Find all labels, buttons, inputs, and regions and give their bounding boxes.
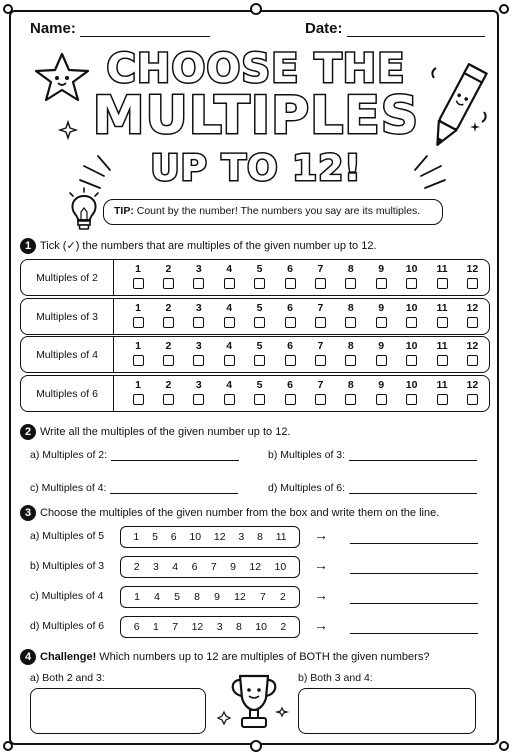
tick-checkbox[interactable] (345, 394, 356, 405)
q3-number-box (120, 556, 300, 578)
q3-number: 6 (133, 621, 140, 633)
tick-checkbox[interactable] (193, 355, 204, 366)
q3-row-label: d) Multiples of 6 (30, 620, 105, 632)
tick-number: 12 (466, 302, 479, 314)
date-line[interactable] (347, 22, 485, 37)
tick-checkbox[interactable] (224, 317, 235, 328)
tick-cell (153, 263, 183, 289)
tick-number: 8 (347, 340, 354, 352)
tick-cell (457, 302, 487, 328)
tip-box (103, 199, 443, 225)
q3-number: 5 (152, 531, 158, 543)
tick-number: 1 (135, 302, 141, 314)
tick-cell (245, 263, 275, 289)
q3-number: 6 (170, 531, 177, 543)
q3-number: 7 (260, 591, 266, 603)
tick-cell (305, 263, 335, 289)
q3-number: 6 (191, 561, 198, 573)
q3-row-label: c) Multiples of 4 (30, 590, 104, 602)
tick-checkbox[interactable] (376, 394, 387, 405)
tick-number: 2 (165, 379, 172, 391)
tick-number: 11 (436, 263, 448, 275)
tick-number: 10 (405, 379, 418, 391)
corner-ornament (499, 4, 509, 14)
tick-checkbox[interactable] (437, 355, 448, 366)
tick-row (20, 259, 490, 296)
tick-cell (427, 340, 457, 366)
title-line-2: MULTIPLES (92, 86, 420, 146)
tick-cell (214, 379, 244, 405)
tick-number: 3 (195, 263, 202, 275)
q2-item-a (30, 449, 239, 461)
tick-number: 3 (195, 340, 202, 352)
tick-checkbox[interactable] (437, 394, 448, 405)
tick-checkbox[interactable] (285, 394, 296, 405)
q3-instruction: Choose the multiples of the given number from the box and write them on the line. (40, 506, 440, 519)
q2-answer-line-a[interactable] (111, 449, 239, 461)
q3-number: 1 (134, 591, 140, 603)
q3-number: 4 (154, 591, 160, 603)
tick-cell (427, 379, 457, 405)
date-label: Date: (305, 20, 343, 37)
tick-row-label: Multiples of 6 (21, 376, 114, 411)
tick-checkbox[interactable] (406, 278, 417, 289)
tick-cell (336, 340, 366, 366)
title-line-3: UP TO 12! (150, 148, 362, 189)
q3-number: 12 (234, 591, 246, 603)
q3-number: 3 (238, 531, 245, 543)
tick-checkbox[interactable] (437, 317, 448, 328)
tick-number: 2 (165, 263, 172, 275)
tick-checkbox[interactable] (406, 355, 417, 366)
q2-number: 2 (20, 424, 36, 440)
tick-row-label: Multiples of 3 (21, 299, 114, 334)
corner-ornament (3, 741, 13, 751)
q2-answer-line-d[interactable] (349, 482, 477, 494)
q2-label-a: a) Multiples of 2: (30, 449, 108, 461)
name-field (30, 20, 210, 37)
corner-ornament (3, 4, 13, 14)
arrow-right-icon: → (314, 557, 328, 573)
tick-checkbox[interactable] (315, 317, 326, 328)
q3-row-label: b) Multiples of 3 (30, 560, 105, 572)
tick-cell (214, 340, 244, 366)
tick-number: 10 (405, 263, 418, 275)
tick-checkbox[interactable] (315, 394, 326, 405)
tick-cell (214, 263, 244, 289)
tick-number: 11 (436, 379, 448, 391)
corner-ornament (499, 741, 509, 751)
q2-answer-line-c[interactable] (110, 482, 238, 494)
tick-number: 3 (195, 302, 202, 314)
tick-checkbox[interactable] (467, 394, 478, 405)
tip-text: Count by the number! The numbers you say are its multiples. (133, 205, 421, 217)
tick-checkbox[interactable] (163, 278, 174, 289)
border-ornament (250, 3, 262, 15)
tick-cell (123, 302, 153, 328)
tick-cell (336, 379, 366, 405)
q3-number: 12 (213, 531, 226, 543)
tick-number: 9 (378, 302, 385, 314)
tick-cell (427, 263, 457, 289)
tick-checkbox[interactable] (467, 278, 478, 289)
q3-number: 2 (280, 591, 286, 603)
q3-number: 8 (194, 591, 200, 603)
tick-checkbox[interactable] (285, 278, 296, 289)
q4-label-a: a) Both 2 and 3: (30, 672, 105, 684)
tick-checkbox[interactable] (376, 278, 387, 289)
tick-row-label: Multiples of 2 (21, 260, 114, 295)
q2-answer-line-b[interactable] (349, 449, 477, 461)
tick-checkbox[interactable] (376, 355, 387, 366)
tick-number: 6 (287, 340, 293, 352)
tick-number: 7 (317, 302, 324, 314)
tick-number: 8 (347, 379, 354, 391)
tick-checkbox[interactable] (254, 355, 265, 366)
tick-checkbox[interactable] (133, 317, 144, 328)
q3-number: 8 (257, 531, 263, 543)
lightbulb-icon (66, 188, 102, 232)
tick-cell (366, 263, 396, 289)
tick-row (20, 298, 490, 335)
tick-number: 10 (405, 302, 418, 314)
trophy-icon (218, 668, 290, 738)
q4-number: 4 (20, 649, 36, 665)
tick-checkbox[interactable] (133, 355, 144, 366)
q3-number: 7 (172, 621, 179, 633)
tick-number: 9 (378, 379, 385, 391)
tip-label: TIP: (114, 205, 134, 217)
tick-checkbox[interactable] (376, 317, 387, 328)
q3-number-box (120, 616, 300, 638)
q2-heading (20, 424, 291, 440)
tick-number: 6 (287, 263, 293, 275)
tick-number: 5 (256, 302, 263, 314)
tick-cell (305, 302, 335, 328)
title-line-1: CHOOSE THE (106, 46, 406, 92)
tick-number: 10 (405, 340, 418, 352)
q3-number: 12 (191, 621, 204, 633)
tick-cell (123, 263, 153, 289)
tick-number: 12 (466, 379, 479, 391)
tick-checkbox[interactable] (345, 278, 356, 289)
tick-number: 12 (466, 263, 479, 275)
q3-answer-line[interactable] (350, 603, 478, 604)
q2-item-c (30, 482, 238, 494)
tick-checkbox[interactable] (285, 355, 296, 366)
q2-label-b: b) Multiples of 3: (268, 449, 346, 461)
q3-number: 10 (189, 531, 202, 543)
q4-challenge-label: Challenge! (40, 650, 97, 663)
tick-checkbox[interactable] (163, 317, 174, 328)
tick-number: 7 (317, 263, 324, 275)
tick-cell (397, 302, 427, 328)
q3-number: 8 (235, 621, 242, 633)
tick-checkbox[interactable] (193, 278, 204, 289)
tick-cell (245, 379, 275, 405)
tick-row (20, 336, 490, 373)
tick-checkbox[interactable] (224, 278, 235, 289)
q3-number: 1 (133, 531, 140, 543)
q3-number: 5 (174, 591, 180, 603)
tick-number: 2 (165, 340, 172, 352)
q4-heading (20, 649, 429, 665)
q4-instruction: Which numbers up to 12 are multiples of BOTH the given numbers? (96, 650, 430, 663)
tick-cell (397, 340, 427, 366)
tick-checkbox[interactable] (406, 317, 417, 328)
tick-cell (245, 340, 275, 366)
tick-checkbox[interactable] (285, 317, 296, 328)
name-line[interactable] (80, 22, 210, 37)
tick-row-label: Multiples of 4 (21, 337, 114, 372)
tick-cell (305, 340, 335, 366)
tick-checkbox[interactable] (467, 355, 478, 366)
q3-number: 2 (133, 561, 140, 573)
tick-number: 4 (226, 302, 233, 314)
tick-cell (153, 340, 183, 366)
tick-number: 5 (256, 263, 263, 275)
tick-cell (366, 302, 396, 328)
tick-cell (184, 302, 214, 328)
tick-cell (457, 263, 487, 289)
tick-cell (336, 263, 366, 289)
tick-number: 5 (256, 379, 263, 391)
tick-number: 11 (436, 302, 448, 314)
q3-number: 11 (275, 531, 287, 543)
tick-checkbox[interactable] (193, 394, 204, 405)
tick-cell (397, 263, 427, 289)
q3-number: 4 (172, 561, 179, 573)
q3-row-label: a) Multiples of 5 (30, 530, 105, 542)
q2-item-b (268, 449, 477, 461)
tick-checkbox[interactable] (254, 278, 265, 289)
tick-number: 9 (378, 263, 385, 275)
tick-checkbox[interactable] (133, 394, 144, 405)
tick-cell (457, 340, 487, 366)
tick-cell (366, 379, 396, 405)
tick-number: 6 (287, 302, 293, 314)
q3-number: 9 (214, 591, 220, 603)
tick-checkbox[interactable] (315, 355, 326, 366)
tick-number: 4 (226, 379, 233, 391)
tick-number: 3 (195, 379, 202, 391)
q3-number: 7 (210, 561, 217, 573)
tick-cell (457, 379, 487, 405)
q1-heading (20, 238, 377, 254)
tick-cell (153, 302, 183, 328)
q3-number: 12 (249, 561, 262, 573)
q4-answer-box-b[interactable] (298, 688, 476, 734)
tick-number: 2 (165, 302, 172, 314)
q3-number: 1 (153, 621, 159, 633)
tick-checkbox[interactable] (345, 317, 356, 328)
tick-cell (184, 340, 214, 366)
q3-number: 2 (280, 621, 287, 633)
tick-cell (336, 302, 366, 328)
tick-checkbox[interactable] (254, 317, 265, 328)
tick-number: 11 (436, 340, 448, 352)
q1-instruction: Tick (✓) the numbers that are multiples of the given number up to 12. (40, 239, 377, 252)
q4-label-b: b) Both 3 and 4: (298, 672, 373, 684)
tick-cell (275, 379, 305, 405)
tick-number: 4 (226, 340, 233, 352)
q2-label-c: c) Multiples of 4: (30, 482, 107, 494)
q3-number: 9 (230, 561, 236, 573)
tick-checkbox[interactable] (133, 278, 144, 289)
tick-number: 6 (287, 379, 293, 391)
tick-number: 7 (317, 340, 324, 352)
border-ornament (250, 740, 262, 752)
tick-cell (305, 379, 335, 405)
tick-cell (184, 263, 214, 289)
tick-cell (275, 340, 305, 366)
q3-number: 3 (153, 561, 159, 573)
tick-number: 1 (135, 263, 141, 275)
tick-number: 5 (256, 340, 263, 352)
q4-answer-box-a[interactable] (30, 688, 206, 734)
q3-answer-line[interactable] (350, 573, 478, 574)
tick-checkbox[interactable] (315, 278, 326, 289)
arrow-right-icon: → (314, 617, 328, 633)
date-field (305, 20, 485, 37)
q2-item-d (268, 482, 477, 494)
tick-cell (397, 379, 427, 405)
q3-answer-line[interactable] (350, 543, 478, 544)
tick-number: 4 (226, 263, 233, 275)
tick-cell (214, 302, 244, 328)
tick-number: 9 (378, 340, 385, 352)
tick-cell (245, 302, 275, 328)
tick-checkbox[interactable] (224, 355, 235, 366)
tick-cell (366, 340, 396, 366)
q3-number: 3 (20, 505, 36, 521)
tick-checkbox[interactable] (345, 355, 356, 366)
tick-cell (275, 302, 305, 328)
q2-label-d: d) Multiples of 6: (268, 482, 346, 494)
name-label: Name: (30, 20, 76, 37)
q3-number-box (120, 586, 300, 608)
tick-cell (123, 340, 153, 366)
arrow-right-icon: → (314, 527, 328, 543)
tick-number: 1 (135, 340, 141, 352)
tick-checkbox[interactable] (193, 317, 204, 328)
tick-number: 8 (347, 302, 354, 314)
tick-cell (123, 379, 153, 405)
tick-number: 12 (466, 340, 479, 352)
tick-checkbox[interactable] (406, 394, 417, 405)
tick-checkbox[interactable] (437, 278, 448, 289)
tick-number: 1 (135, 379, 141, 391)
q2-instruction: Write all the multiples of the given number up to 12. (40, 425, 291, 438)
tick-number: 7 (317, 379, 324, 391)
tick-cell (275, 263, 305, 289)
tick-row (20, 375, 490, 412)
q3-answer-line[interactable] (350, 633, 478, 634)
q3-number: 10 (255, 621, 267, 633)
tick-checkbox[interactable] (254, 394, 265, 405)
tick-checkbox[interactable] (163, 355, 174, 366)
tick-cell (153, 379, 183, 405)
q1-number: 1 (20, 238, 36, 254)
tick-checkbox[interactable] (224, 394, 235, 405)
q3-number: 10 (274, 561, 287, 573)
q3-number: 3 (216, 621, 223, 633)
arrow-right-icon: → (314, 587, 328, 603)
tick-checkbox[interactable] (467, 317, 478, 328)
tick-number: 8 (347, 263, 354, 275)
tick-checkbox[interactable] (163, 394, 174, 405)
tick-cell (184, 379, 214, 405)
q3-heading (20, 505, 439, 521)
q3-number-box (120, 526, 300, 548)
tick-cell (427, 302, 457, 328)
